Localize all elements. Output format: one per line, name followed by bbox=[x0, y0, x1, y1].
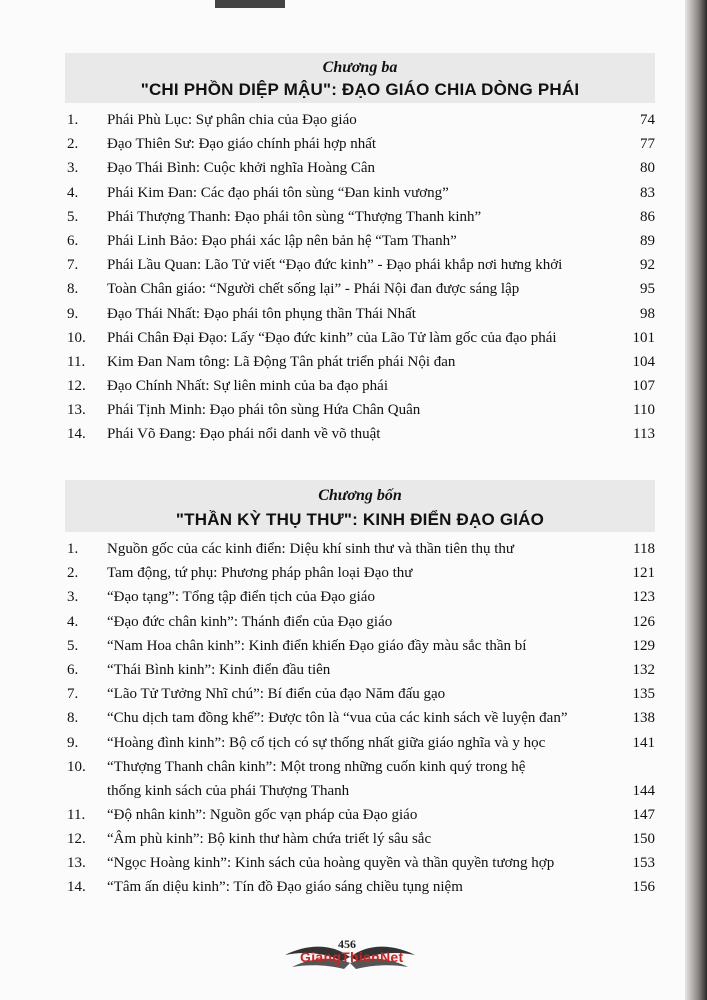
toc-entry-number: 6. bbox=[67, 232, 79, 249]
toc-entry-page: 156 bbox=[632, 879, 655, 896]
toc-entry-page: 86 bbox=[640, 208, 655, 225]
toc-entry-page: 74 bbox=[640, 112, 655, 128]
toc-entry bbox=[65, 610, 655, 634]
toc-entry-page: 121 bbox=[632, 565, 655, 582]
toc-entry-title: Đạo Thiên Sư: Đạo giáo chính phái hợp nhất bbox=[107, 136, 377, 153]
toc-entry bbox=[65, 398, 655, 422]
toc-entry-number: 1. bbox=[67, 541, 79, 557]
toc-entry bbox=[65, 851, 655, 875]
chapter-3-entries bbox=[65, 108, 655, 447]
toc-entry-title: Phái Linh Bảo: Đạo phái xác lập nên bản hệ “Tam Thanh” bbox=[107, 232, 457, 249]
toc-entry-title: “Độ nhân kinh”: Nguồn gốc vạn pháp của Đạo giáo bbox=[107, 806, 418, 823]
toc-entry bbox=[65, 875, 655, 899]
toc-entry bbox=[65, 205, 655, 229]
chapter-3-title: "CHI PHỒN DIỆP MẬU": ĐẠO GIÁO CHIA DÒNG PHÁI bbox=[140, 80, 580, 99]
chapter-3-section bbox=[65, 53, 655, 447]
toc-entry-title: Phái Chân Đại Đạo: Lấy “Đạo đức kinh” của Lão Tử làm gốc của đạo phái bbox=[107, 329, 557, 346]
toc-entry-number: 9. bbox=[67, 734, 79, 751]
toc-entry-number: 12. bbox=[67, 378, 86, 395]
chapter-3-label: Chương ba bbox=[322, 59, 398, 76]
toc-entry-page: 80 bbox=[640, 160, 655, 177]
toc-entry-number: 3. bbox=[67, 589, 79, 606]
toc-entry-number: 10. bbox=[67, 329, 86, 346]
toc-entry-page: 147 bbox=[632, 806, 655, 823]
toc-entry-title: Kim Đan Nam tông: Lã Động Tân phát triển phái Nội đan bbox=[107, 353, 456, 370]
toc-entry-page: 107 bbox=[632, 378, 655, 395]
toc-entry-page: 126 bbox=[632, 613, 655, 630]
toc-entry bbox=[65, 108, 655, 132]
toc-entry bbox=[65, 302, 655, 326]
toc-entry-page: 110 bbox=[633, 402, 655, 419]
toc-entry bbox=[65, 374, 655, 398]
toc-entry bbox=[65, 229, 655, 253]
toc-entry bbox=[65, 350, 655, 374]
toc-entry-page: 92 bbox=[640, 257, 655, 274]
toc-entry-page: 89 bbox=[640, 232, 655, 249]
toc-entry-number: 8. bbox=[67, 710, 79, 727]
toc-entry bbox=[65, 682, 655, 706]
toc-entry-title: Phái Phù Lục: Sự phân chia của Đạo giáo bbox=[107, 112, 357, 128]
toc-entry-number: 12. bbox=[67, 830, 86, 847]
toc-entry-number: 8. bbox=[67, 281, 79, 298]
footer-ornament bbox=[270, 937, 430, 977]
toc-entry bbox=[65, 277, 655, 301]
toc-entry-page: 144 bbox=[632, 782, 655, 799]
chapter-3-header bbox=[65, 53, 655, 103]
toc-entry bbox=[65, 156, 655, 180]
toc-entry-number: 13. bbox=[67, 402, 86, 419]
toc-entry-number: 11. bbox=[67, 806, 86, 823]
toc-entry bbox=[65, 585, 655, 609]
toc-entry-page: 141 bbox=[632, 734, 655, 751]
book-spine-shadow bbox=[685, 0, 707, 1000]
toc-entry-number: 2. bbox=[67, 565, 79, 582]
toc-entry-page: 129 bbox=[632, 637, 655, 654]
page-number: 456 bbox=[338, 937, 356, 951]
toc-entry-title: “Đạo đức chân kinh”: Thánh điển của Đạo giáo bbox=[107, 613, 393, 630]
chapter-4-header bbox=[65, 480, 655, 532]
toc-entry-page: 77 bbox=[640, 136, 655, 153]
toc-entry-title: “Ngọc Hoàng kinh”: Kinh sách của hoàng quyền và thần quyền tương hợp bbox=[107, 855, 555, 872]
toc-entry-number: 14. bbox=[67, 426, 86, 443]
toc-entry bbox=[65, 706, 655, 730]
toc-entry-number: 14. bbox=[67, 879, 86, 896]
toc-entry-title: “Thái Bình kinh”: Kinh điển đầu tiên bbox=[107, 661, 331, 678]
toc-entry-number: 6. bbox=[67, 661, 79, 678]
toc-entry-page: 104 bbox=[632, 353, 655, 370]
toc-entry-number: 1. bbox=[67, 112, 79, 128]
toc-entry-title: “Nam Hoa chân kinh”: Kinh điển khiến Đạo giáo đầy màu sắc thần bí bbox=[107, 637, 527, 654]
toc-entry-title: Phái Võ Đang: Đạo phái nổi danh về võ thuật bbox=[107, 426, 381, 443]
toc-entry-title: “Âm phù kinh”: Bộ kinh thư hàm chứa triết lý sâu sắc bbox=[107, 830, 432, 847]
toc-entry-title: Đạo Thái Bình: Cuộc khởi nghĩa Hoàng Cân bbox=[107, 160, 376, 177]
watermark-text: GiangThienNet bbox=[300, 949, 404, 965]
toc-entry-title: “Chu dịch tam đồng khế”: Được tôn là “vua của các kinh sách về luyện đan” bbox=[107, 710, 568, 727]
toc-entry-page: 123 bbox=[632, 589, 655, 606]
toc-entry-title: Phái Thượng Thanh: Đạo phái tôn sùng “Thượng Thanh kinh” bbox=[107, 208, 482, 225]
toc-entry-title: Đạo Chính Nhất: Sự liên minh của ba đạo phái bbox=[107, 378, 388, 395]
toc-entry bbox=[65, 537, 655, 561]
toc-entry-page: 118 bbox=[633, 541, 655, 557]
toc-entry bbox=[65, 803, 655, 827]
toc-entry-title: Tam động, tứ phụ: Phương pháp phân loại Đạo thư bbox=[107, 565, 413, 582]
toc-entry-number: 7. bbox=[67, 686, 79, 703]
toc-entry-number: 10. bbox=[67, 758, 86, 775]
toc-entry-title: Toàn Chân giáo: “Người chết sống lại” - Phái Nội đan được sáng lập bbox=[107, 281, 520, 298]
toc-entry-title: “Lão Tử Tưởng Nhĩ chú”: Bí điển của đạo Năm đấu gạo bbox=[107, 686, 446, 703]
toc-entry bbox=[65, 422, 655, 446]
toc-entry bbox=[65, 253, 655, 277]
toc-entry-title: Phái Lầu Quan: Lão Tử viết “Đạo đức kinh” - Đạo phái khắp nơi hưng khởi bbox=[107, 257, 563, 274]
toc-entry-page: 101 bbox=[632, 329, 655, 346]
toc-entry-number: 4. bbox=[67, 184, 79, 201]
toc-entry-page: 153 bbox=[632, 855, 655, 872]
chapter-4-label: Chương bốn bbox=[318, 487, 402, 504]
toc-entry bbox=[65, 755, 655, 803]
toc-entry-page: 135 bbox=[632, 686, 655, 703]
chapter-4-entries bbox=[65, 537, 655, 899]
toc-entry-page: 95 bbox=[640, 281, 655, 298]
toc-entry-title: “Hoàng đình kinh”: Bộ cổ tịch có sự thống nhất giữa giáo nghĩa và y học bbox=[107, 734, 546, 751]
toc-entry bbox=[65, 827, 655, 851]
toc-entry-title: Đạo Thái Nhất: Đạo phái tôn phụng thần Thái Nhất bbox=[107, 305, 416, 322]
toc-entry-title: “Thượng Thanh chân kinh”: Một trong những cuốn kinh quý trong hệ bbox=[107, 758, 526, 775]
toc-entry-page: 138 bbox=[632, 710, 655, 727]
toc-entry bbox=[65, 658, 655, 682]
toc-entry bbox=[65, 731, 655, 755]
toc-entry-number: 13. bbox=[67, 855, 86, 872]
toc-entry bbox=[65, 634, 655, 658]
toc-entry bbox=[65, 132, 655, 156]
toc-entry-title: “Tâm ấn diệu kinh”: Tín đồ Đạo giáo sáng chiều tụng niệm bbox=[107, 879, 463, 896]
toc-entry-title: Nguồn gốc của các kinh điển: Diệu khí sinh thư và thần tiên thụ thư bbox=[107, 541, 515, 557]
toc-entry-number: 5. bbox=[67, 208, 79, 225]
toc-entry-title: Phái Kim Đan: Các đạo phái tôn sùng “Đan kinh vương” bbox=[107, 184, 449, 201]
toc-entry bbox=[65, 561, 655, 585]
toc-entry-number: 4. bbox=[67, 613, 79, 630]
toc-entry-page: 132 bbox=[632, 661, 655, 678]
toc-entry-page: 83 bbox=[640, 184, 655, 201]
toc-entry bbox=[65, 181, 655, 205]
toc-entry-title-continued: thống kinh sách của phái Thượng Thanh bbox=[107, 782, 350, 799]
toc-entry-number: 2. bbox=[67, 136, 79, 153]
toc-entry-page: 150 bbox=[632, 830, 655, 847]
toc-entry-number: 9. bbox=[67, 305, 79, 322]
toc-entry-number: 3. bbox=[67, 160, 79, 177]
chapter-4-section bbox=[65, 480, 655, 899]
page-edge-mark bbox=[215, 0, 285, 8]
toc-entry-title: Phái Tịnh Minh: Đạo phái tôn sùng Hứa Chân Quân bbox=[107, 402, 421, 419]
toc-entry bbox=[65, 326, 655, 350]
toc-entry-page: 113 bbox=[633, 426, 655, 443]
toc-entry-page: 98 bbox=[640, 305, 655, 322]
toc-entry-title: “Đạo tạng”: Tổng tập điển tịch của Đạo giáo bbox=[107, 589, 375, 606]
toc-entry-number: 11. bbox=[67, 353, 86, 370]
toc-entry-number: 5. bbox=[67, 637, 79, 654]
chapter-4-title: "THẦN KỲ THỤ THƯ": KINH ĐIỂN ĐẠO GIÁO bbox=[175, 510, 545, 529]
toc-entry-number: 7. bbox=[67, 257, 79, 274]
